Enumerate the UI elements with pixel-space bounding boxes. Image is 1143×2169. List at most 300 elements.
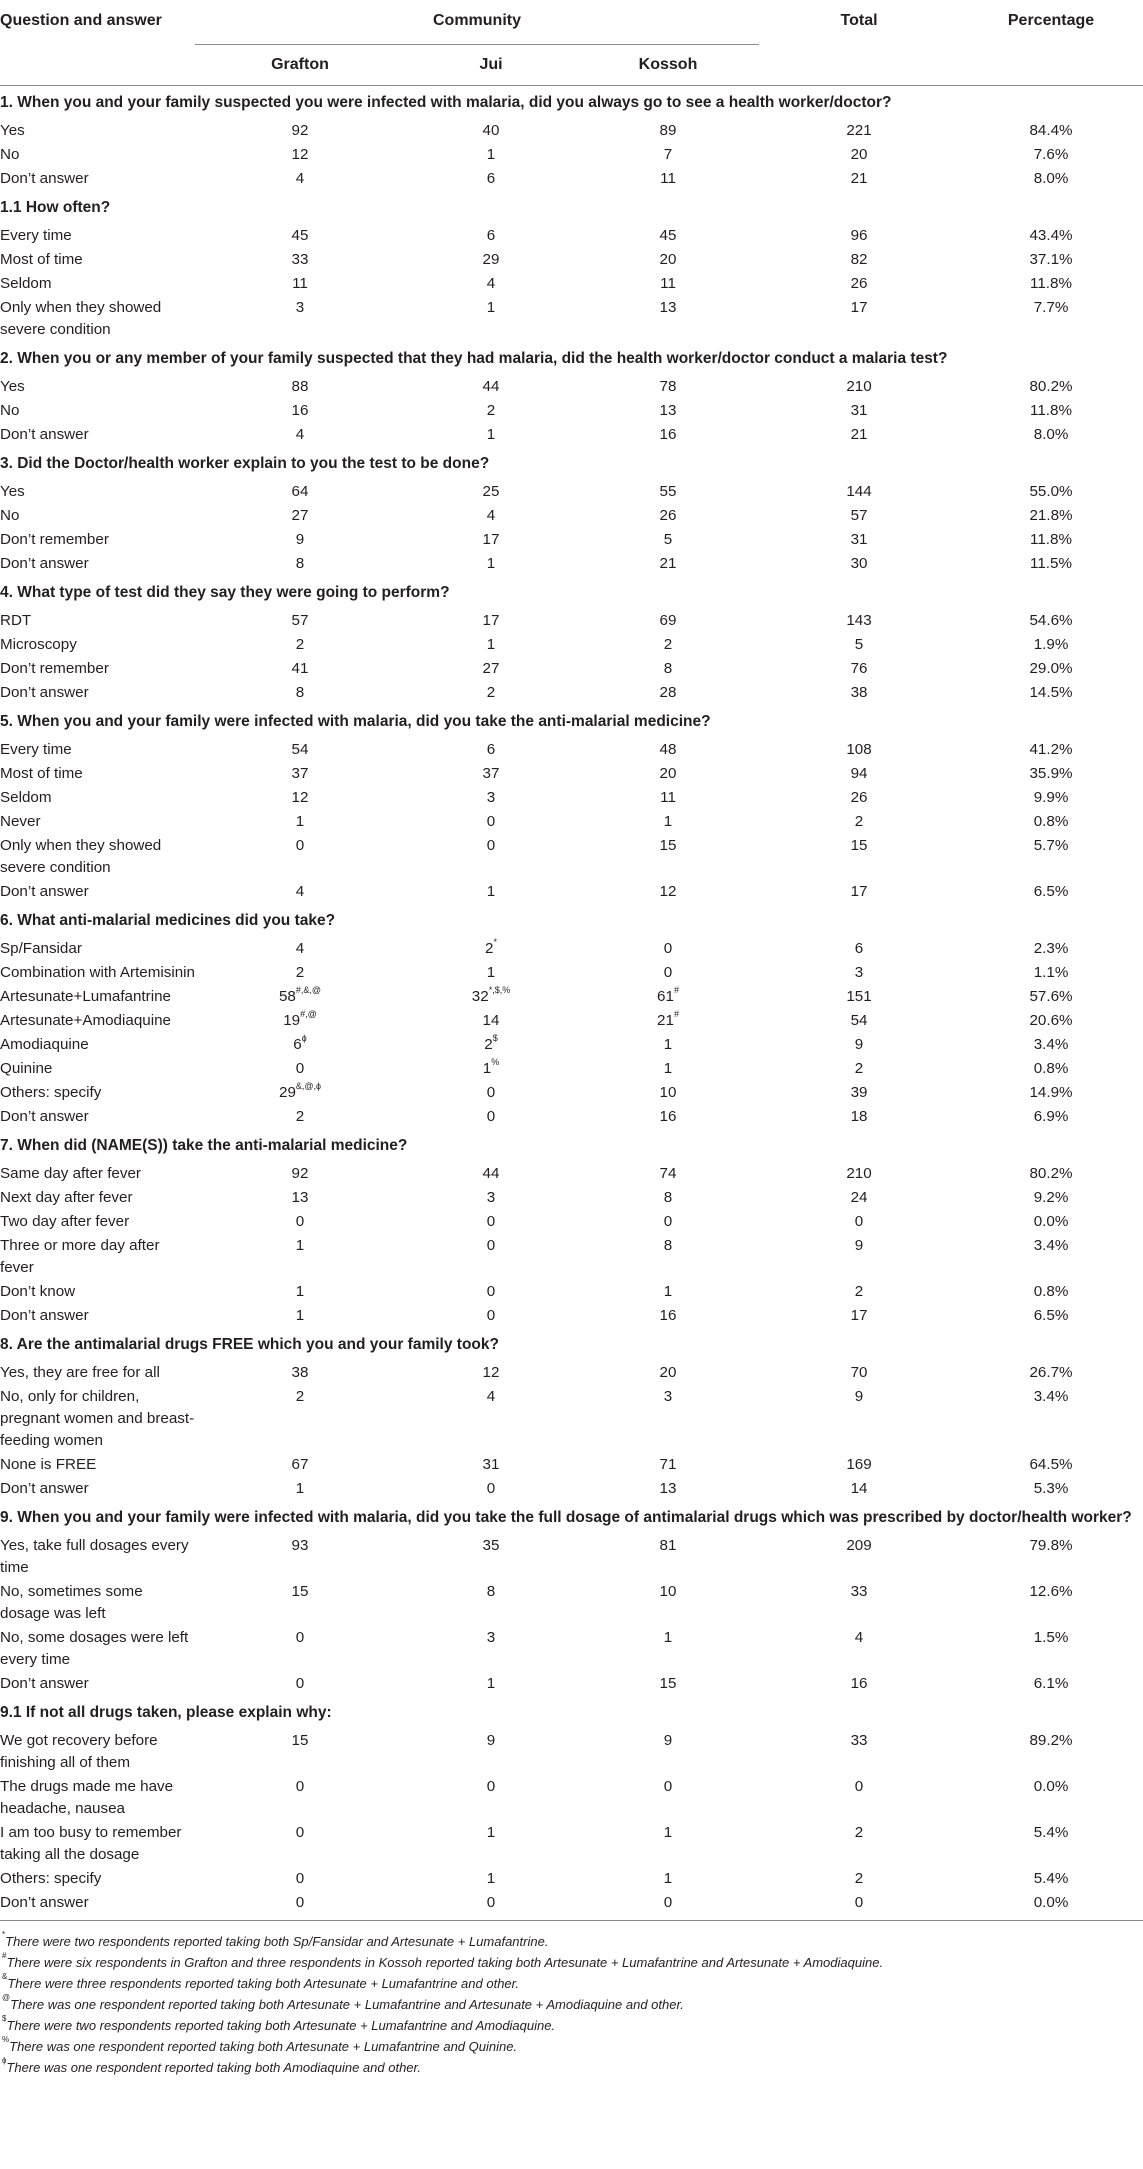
cell-total [759, 681, 959, 705]
cell-value: 3 [663, 1388, 673, 1405]
cell-total [759, 609, 959, 633]
question-text: 3. Did the Doctor/health worker explain to you the test to be done? [0, 455, 490, 472]
cell-total [759, 423, 959, 447]
cell-total [759, 480, 959, 504]
answer-label: Others: specify [0, 1870, 102, 1887]
cell-total [759, 1304, 959, 1328]
answer-label: Don’t answer [0, 1480, 89, 1497]
cell-pct [959, 762, 1143, 786]
cell-value: 1.5% [1033, 1629, 1069, 1646]
cell-pct [959, 480, 1143, 504]
cell-grafton [195, 272, 405, 296]
cell-grafton [195, 1057, 405, 1081]
question-text: 8. Are the antimalarial drugs FREE which you and your family took? [0, 1336, 499, 1353]
cell-total [759, 786, 959, 810]
cell-grafton [195, 1821, 405, 1867]
cell-value: 12 [291, 146, 309, 163]
cell-grafton [195, 657, 405, 681]
cell-value: 1 [663, 1060, 673, 1077]
cell-jui [405, 480, 577, 504]
footnote-text: There was one respondent reported taking both Amodiaquine and other. [6, 2060, 421, 2075]
answer-label: Quinine [0, 1060, 53, 1077]
cell-total [759, 738, 959, 762]
cell-jui [405, 528, 577, 552]
cell-jui [405, 762, 577, 786]
cell-kossoh [577, 1453, 759, 1477]
table-body [0, 86, 1143, 1921]
answer-label: Don’t know [0, 1283, 76, 1300]
cell-value: 2 [485, 940, 494, 957]
question-text: 9.1 If not all drugs taken, please explain why: [0, 1704, 332, 1721]
cell-total [759, 399, 959, 423]
cell-kossoh [577, 1775, 759, 1821]
answer-label: Don’t answer [0, 1675, 89, 1692]
question-row [0, 1501, 1143, 1534]
answer-row [0, 633, 1143, 657]
answer-row [0, 1210, 1143, 1234]
answer-label: No [0, 146, 20, 163]
footnote-symbol: @ [2, 1993, 11, 2002]
cell-value: 26 [850, 789, 868, 806]
cell-pct [959, 423, 1143, 447]
answer-row [0, 1891, 1143, 1921]
cell-value: 9 [854, 1036, 864, 1053]
cell-value: 2 [854, 813, 864, 830]
answer-row [0, 1234, 1143, 1280]
cell-value: 40 [482, 122, 500, 139]
cell-value: 2 [854, 1060, 864, 1077]
cell-total [759, 1186, 959, 1210]
cell-value: 0 [486, 1307, 496, 1324]
cell-pct [959, 880, 1143, 904]
cell-value: 0 [486, 1213, 496, 1230]
question-text: 2. When you or any member of your family suspected that they had malaria, did the health worker/doctor conduct a malaria test? [0, 350, 948, 367]
cell-value: 0.8% [1033, 1060, 1069, 1077]
cell-value: 0.0% [1033, 1894, 1069, 1911]
cell-value: 12 [482, 1364, 500, 1381]
answer-label: Others: specify [0, 1084, 102, 1101]
answer-label: Don’t remember [0, 660, 109, 677]
cell-value: 6.5% [1033, 1307, 1069, 1324]
cell-jui [405, 423, 577, 447]
cell-value: 0 [486, 1108, 496, 1125]
cell-grafton [195, 1361, 405, 1385]
cell-value: 1 [486, 555, 496, 572]
cell-pct [959, 167, 1143, 191]
cell-value: 29.0% [1029, 660, 1073, 677]
answer-label: I am too busy to remember taking all the dosage [0, 1824, 182, 1863]
cell-total [759, 633, 959, 657]
cell-value: 0 [486, 837, 496, 854]
cell-grafton [195, 119, 405, 143]
cell-grafton [195, 1009, 405, 1033]
cell-value: 26.7% [1029, 1364, 1073, 1381]
answer-label: No [0, 507, 20, 524]
cell-total [759, 1626, 959, 1672]
cell-jui [405, 681, 577, 705]
answer-row [0, 224, 1143, 248]
cell-jui [405, 880, 577, 904]
header-community-kossoh: Kossoh [577, 45, 759, 86]
cell-pct [959, 1304, 1143, 1328]
cell-grafton [195, 1867, 405, 1891]
answer-label: Never [0, 813, 41, 830]
cell-kossoh [577, 224, 759, 248]
cell-kossoh [577, 880, 759, 904]
cell-total [759, 880, 959, 904]
cell-jui [405, 504, 577, 528]
cell-value: 2 [486, 402, 496, 419]
cell-jui [405, 1821, 577, 1867]
cell-jui [405, 119, 577, 143]
cell-value: 4 [295, 940, 305, 957]
cell-value: 13 [291, 1189, 309, 1206]
cell-jui [405, 657, 577, 681]
cell-value: 10 [659, 1084, 677, 1101]
cell-value: 210 [846, 378, 872, 395]
answer-row [0, 1081, 1143, 1105]
cell-jui [405, 1385, 577, 1453]
cell-pct [959, 1361, 1143, 1385]
cell-grafton [195, 985, 405, 1009]
cell-value: 6 [486, 741, 496, 758]
cell-value: 69 [659, 612, 677, 629]
answer-label: Most of time [0, 765, 83, 782]
cell-value: 26 [659, 507, 677, 524]
cell-value: 20.6% [1029, 1012, 1073, 1029]
cell-value: 0 [854, 1213, 864, 1230]
cell-value: 54.6% [1029, 612, 1073, 629]
cell-value: 57 [291, 612, 309, 629]
cell-value: 0 [486, 1480, 496, 1497]
cell-value: 8.0% [1033, 426, 1069, 443]
answer-label: Next day after fever [0, 1189, 133, 1206]
answer-label: Don’t answer [0, 1307, 89, 1324]
cell-value: 11 [292, 275, 308, 292]
cell-grafton [195, 1626, 405, 1672]
answer-row [0, 1361, 1143, 1385]
question-text: 1.1 How often? [0, 199, 111, 216]
cell-value: 2 [295, 1388, 305, 1405]
cell-value: 5 [663, 531, 673, 548]
footnote-symbol: ɸ [2, 2056, 7, 2065]
cell-grafton [195, 762, 405, 786]
cell-kossoh [577, 1304, 759, 1328]
cell-value: 8 [486, 1583, 496, 1600]
cell-value: 4 [295, 170, 305, 187]
cell-kossoh [577, 961, 759, 985]
footnote [2, 1952, 1143, 1973]
cell-value: 20 [659, 765, 677, 782]
cell-value: 14.5% [1029, 684, 1073, 701]
cell-value: 58 [278, 988, 296, 1005]
cell-grafton [195, 1385, 405, 1453]
cell-value: 54 [291, 741, 309, 758]
answer-row [0, 1453, 1143, 1477]
cell-pct [959, 1081, 1143, 1105]
cell-jui [405, 1105, 577, 1129]
cell-value: 0 [486, 1283, 496, 1300]
cell-value: 64 [291, 483, 309, 500]
footnote-marker: ɸ [301, 1033, 307, 1043]
cell-value: 0 [295, 1778, 305, 1795]
cell-value: 11.5% [1030, 555, 1072, 572]
cell-jui [405, 1361, 577, 1385]
cell-pct [959, 1385, 1143, 1453]
cell-kossoh [577, 272, 759, 296]
footnote-marker: *,$,% [488, 985, 511, 995]
cell-grafton [195, 480, 405, 504]
cell-total [759, 1162, 959, 1186]
answer-label: Only when they showed severe condition [0, 837, 162, 876]
cell-jui [405, 296, 577, 342]
cell-value: 61 [657, 988, 674, 1005]
cell-grafton [195, 399, 405, 423]
footnote-text: There were six respondents in Grafton and three respondents in Kossoh reported taking both Artesunate + Lumafantrine and Artesunate + Amodiaquine. [6, 1955, 884, 1970]
cell-grafton [195, 296, 405, 342]
cell-total [759, 1105, 959, 1129]
cell-pct [959, 528, 1143, 552]
cell-jui [405, 1280, 577, 1304]
cell-value: 3 [295, 299, 305, 316]
cell-grafton [195, 1453, 405, 1477]
cell-value: 221 [846, 122, 872, 139]
answer-row [0, 375, 1143, 399]
cell-pct [959, 248, 1143, 272]
cell-value: 9 [663, 1732, 673, 1749]
cell-value: 88 [291, 378, 309, 395]
answer-row [0, 786, 1143, 810]
cell-pct [959, 810, 1143, 834]
cell-grafton [195, 609, 405, 633]
cell-jui [405, 1210, 577, 1234]
cell-value: 3 [486, 1189, 496, 1206]
answer-row [0, 1534, 1143, 1580]
cell-value: 89.2% [1029, 1732, 1073, 1749]
cell-jui [405, 1234, 577, 1280]
cell-jui [405, 399, 577, 423]
cell-kossoh [577, 1186, 759, 1210]
footnote-marker: $ [492, 1033, 498, 1043]
cell-kossoh [577, 552, 759, 576]
cell-pct [959, 738, 1143, 762]
cell-jui [405, 1081, 577, 1105]
cell-value: 31 [850, 402, 868, 419]
cell-value: 33 [850, 1583, 868, 1600]
cell-total [759, 657, 959, 681]
footnote-symbol: & [2, 1972, 8, 1981]
cell-value: 0 [663, 964, 673, 981]
cell-jui [405, 1580, 577, 1626]
cell-total [759, 119, 959, 143]
cell-value: 18 [850, 1108, 868, 1125]
cell-grafton [195, 937, 405, 961]
cell-value: 11 [660, 170, 676, 187]
answer-row [0, 1033, 1143, 1057]
answer-label: Combination with Artemisinin [0, 964, 195, 981]
header-community: Community [195, 2, 759, 45]
cell-pct [959, 937, 1143, 961]
cell-value: 21 [850, 426, 868, 443]
cell-value: 0.8% [1033, 813, 1069, 830]
question-text: 7. When did (NAME(S)) take the anti-malarial medicine? [0, 1137, 408, 1154]
question-row [0, 576, 1143, 609]
cell-value: 81 [659, 1537, 677, 1554]
cell-value: 0.8% [1033, 1283, 1069, 1300]
cell-value: 41 [291, 660, 309, 677]
cell-total [759, 1534, 959, 1580]
cell-value: 15 [850, 837, 868, 854]
cell-value: 41.2% [1029, 741, 1073, 758]
answer-label: Same day after fever [0, 1165, 141, 1182]
cell-value: 151 [846, 988, 872, 1005]
cell-total [759, 1453, 959, 1477]
cell-value: 13 [659, 1480, 677, 1497]
cell-value: 21 [659, 555, 677, 572]
cell-jui [405, 143, 577, 167]
cell-value: 57.6% [1029, 988, 1073, 1005]
cell-jui [405, 609, 577, 633]
cell-value: 17 [850, 1307, 868, 1324]
cell-pct [959, 786, 1143, 810]
cell-kossoh [577, 1626, 759, 1672]
cell-value: 2 [295, 1108, 305, 1125]
cell-kossoh [577, 810, 759, 834]
answer-row [0, 272, 1143, 296]
cell-kossoh [577, 937, 759, 961]
cell-grafton [195, 1210, 405, 1234]
cell-kossoh [577, 528, 759, 552]
answer-row [0, 1385, 1143, 1453]
cell-value: 0 [663, 940, 673, 957]
cell-jui [405, 985, 577, 1009]
cell-value: 1 [663, 1283, 673, 1300]
answer-row [0, 762, 1143, 786]
footnote [2, 1994, 1143, 2015]
answer-label: Seldom [0, 275, 52, 292]
cell-value: 6 [486, 170, 496, 187]
answer-label: Don’t remember [0, 531, 109, 548]
cell-pct [959, 609, 1143, 633]
answer-row [0, 1729, 1143, 1775]
cell-value: 1 [663, 1036, 673, 1053]
cell-jui [405, 738, 577, 762]
cell-jui [405, 1477, 577, 1501]
cell-value: 9.2% [1033, 1189, 1069, 1206]
cell-grafton [195, 1672, 405, 1696]
cell-total [759, 1385, 959, 1453]
cell-value: 15 [659, 837, 677, 854]
cell-value: 6 [486, 227, 496, 244]
cell-value: 39 [850, 1084, 868, 1101]
cell-value: 6.5% [1033, 883, 1069, 900]
cell-value: 92 [291, 1165, 309, 1182]
cell-grafton [195, 1033, 405, 1057]
cell-value: 1 [486, 964, 496, 981]
cell-value: 9 [295, 531, 305, 548]
cell-value: 1 [295, 1283, 305, 1300]
answer-label: Yes [0, 483, 25, 500]
cell-value: 3 [854, 964, 864, 981]
cell-jui [405, 1009, 577, 1033]
cell-value: 10 [659, 1583, 677, 1600]
cell-grafton [195, 248, 405, 272]
answer-row [0, 880, 1143, 904]
answer-row [0, 810, 1143, 834]
cell-value: 16 [659, 1307, 677, 1324]
cell-value: 19 [283, 1012, 301, 1029]
answer-row [0, 1672, 1143, 1696]
cell-value: 9 [854, 1388, 864, 1405]
footnote [2, 2057, 1143, 2078]
cell-total [759, 1477, 959, 1501]
footnote-marker: # [673, 985, 679, 995]
answer-label: Microscopy [0, 636, 77, 653]
cell-pct [959, 1672, 1143, 1696]
cell-value: 38 [850, 684, 868, 701]
cell-value: 21 [850, 170, 868, 187]
cell-pct [959, 1534, 1143, 1580]
cell-kossoh [577, 1081, 759, 1105]
footnote-text: There were two respondents reported taking both Artesunate + Lumafantrine and Amodiaquine. [6, 2018, 556, 2033]
cell-kossoh [577, 1234, 759, 1280]
answer-row [0, 1304, 1143, 1328]
cell-value: 31 [482, 1456, 500, 1473]
cell-value: 8 [663, 660, 673, 677]
cell-value: 21.8% [1029, 507, 1073, 524]
cell-pct [959, 1729, 1143, 1775]
cell-value: 64.5% [1029, 1456, 1073, 1473]
cell-value: 37 [291, 765, 309, 782]
question-text: 6. What anti-malarial medicines did you take? [0, 912, 336, 929]
cell-grafton [195, 681, 405, 705]
cell-value: 27 [482, 660, 500, 677]
answer-label: Yes, take full dosages every time [0, 1537, 189, 1576]
cell-value: 2 [854, 1824, 864, 1841]
cell-value: 8 [295, 684, 305, 701]
cell-kossoh [577, 1891, 759, 1921]
cell-value: 35 [482, 1537, 500, 1554]
cell-grafton [195, 786, 405, 810]
footnote [2, 1973, 1143, 1994]
footnote-symbol: $ [2, 2014, 7, 2023]
cell-value: 0 [295, 1629, 305, 1646]
cell-total [759, 1867, 959, 1891]
cell-kossoh [577, 762, 759, 786]
cell-total [759, 985, 959, 1009]
cell-pct [959, 1057, 1143, 1081]
cell-value: 13 [659, 299, 677, 316]
cell-kossoh [577, 1534, 759, 1580]
cell-pct [959, 119, 1143, 143]
cell-value: 1 [486, 636, 496, 653]
cell-total [759, 1280, 959, 1304]
cell-pct [959, 224, 1143, 248]
cell-value: 37.1% [1029, 251, 1073, 268]
cell-pct [959, 1626, 1143, 1672]
survey-table [0, 2, 1143, 1921]
cell-value: 45 [291, 227, 309, 244]
cell-value: 3.4% [1033, 1036, 1069, 1053]
cell-kossoh [577, 609, 759, 633]
cell-value: 44 [482, 378, 500, 395]
cell-value: 14.9% [1029, 1084, 1073, 1101]
cell-value: 0 [486, 1237, 496, 1254]
cell-value: 57 [850, 507, 868, 524]
cell-value: 169 [846, 1456, 872, 1473]
answer-label: Don’t answer [0, 555, 89, 572]
cell-kossoh [577, 1672, 759, 1696]
